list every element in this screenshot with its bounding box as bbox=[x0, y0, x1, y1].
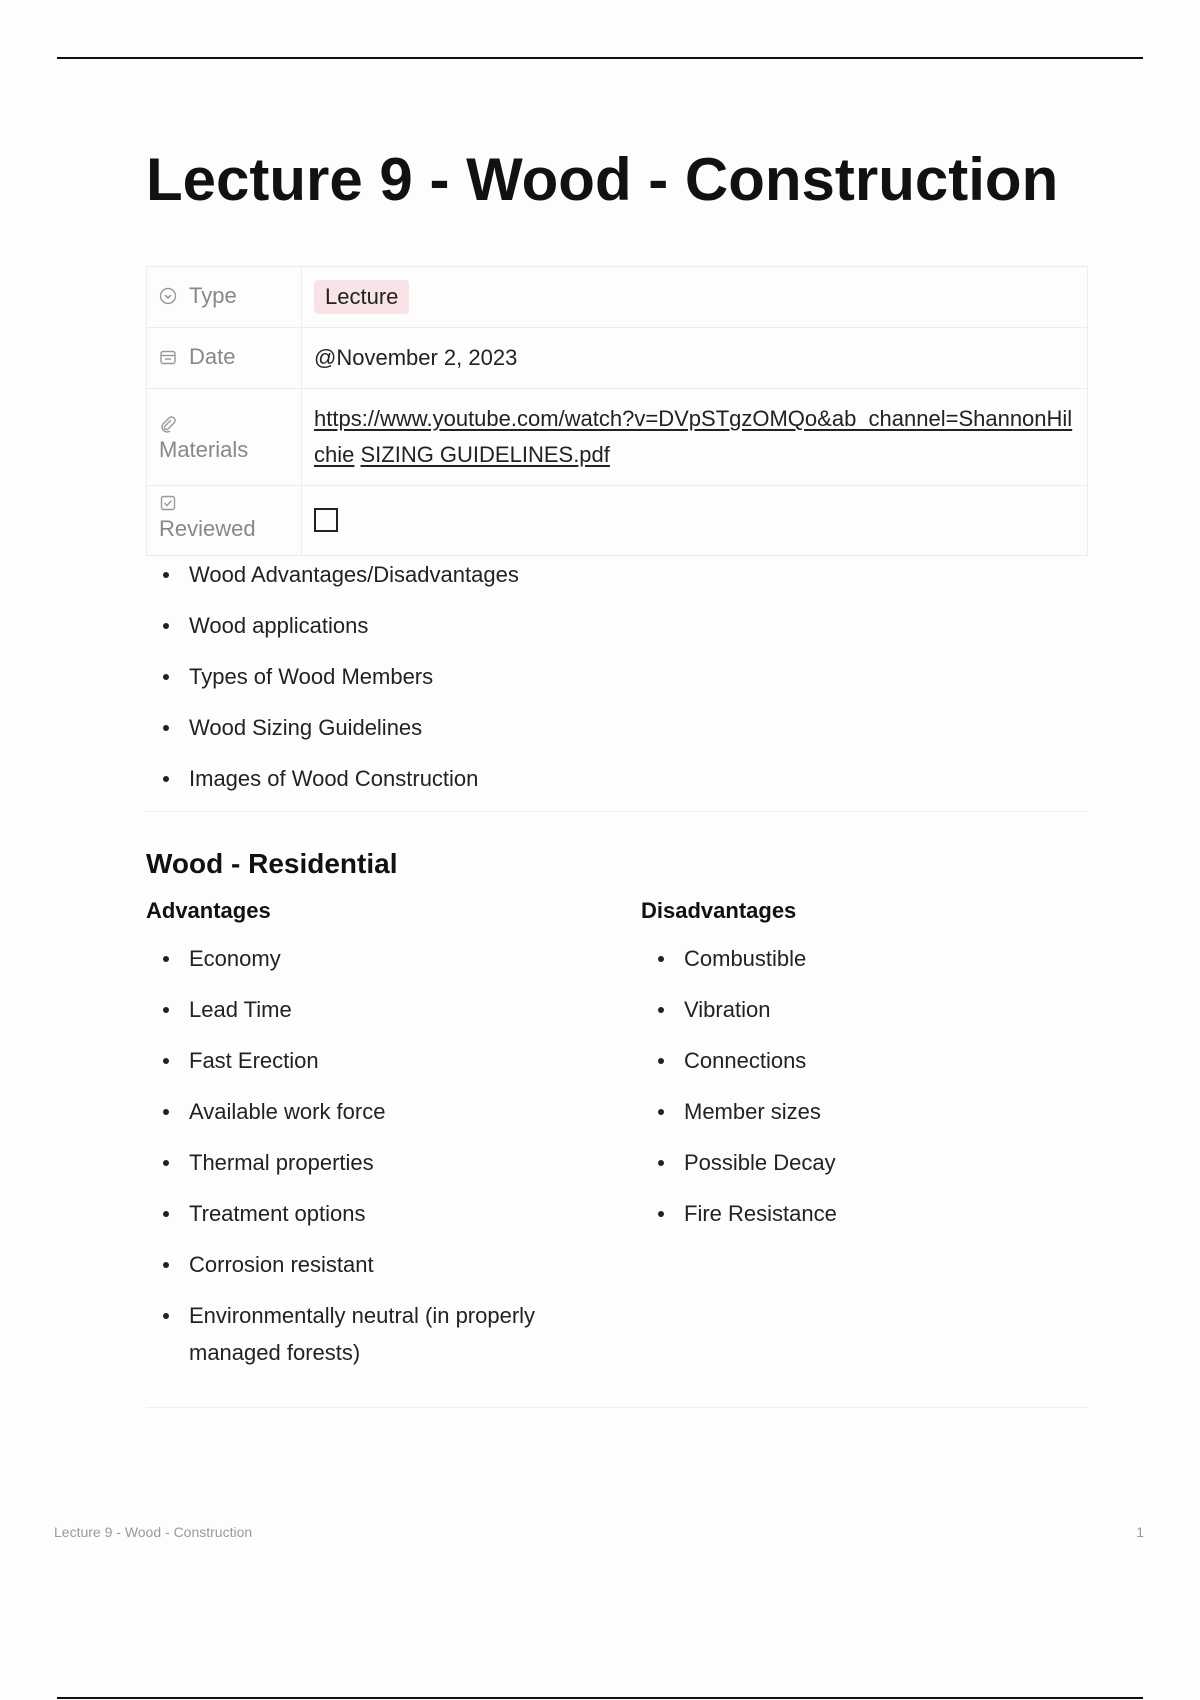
disadvantages-heading: Disadvantages bbox=[641, 898, 797, 923]
property-key bbox=[147, 328, 302, 389]
property-key bbox=[147, 486, 302, 556]
disadvantages-list bbox=[641, 940, 1088, 1232]
list-item: Combustible bbox=[641, 940, 1088, 977]
list-item: Possible Decay bbox=[641, 1144, 1088, 1181]
advantages-column bbox=[146, 896, 641, 1385]
property-key bbox=[147, 267, 302, 328]
property-row-type bbox=[147, 267, 1088, 328]
property-row-materials bbox=[147, 389, 1088, 486]
list-item: Lead Time bbox=[146, 991, 586, 1028]
list-item: Images of Wood Construction bbox=[146, 760, 1088, 797]
list-item: Corrosion resistant bbox=[146, 1246, 586, 1283]
page-number: 1 bbox=[1136, 1524, 1144, 1540]
list-item: Member sizes bbox=[641, 1093, 1088, 1130]
list-item: Available work force bbox=[146, 1093, 586, 1130]
date-value[interactable]: @November 2, 2023 bbox=[302, 328, 1088, 389]
type-tag[interactable]: Lecture bbox=[314, 280, 409, 314]
topics-list bbox=[146, 556, 1088, 797]
sizing-guidelines-link[interactable]: SIZING GUIDELINES.pdf bbox=[360, 442, 610, 467]
youtube-link[interactable]: https://www.youtube.com/watch?v=DVpSTgzOMQo&ab_channel=ShannonHilchie bbox=[314, 406, 1073, 467]
list-item: Vibration bbox=[641, 991, 1088, 1028]
chevron-circle-icon bbox=[159, 287, 177, 305]
list-item: Wood Sizing Guidelines bbox=[146, 709, 1088, 746]
property-value[interactable] bbox=[302, 267, 1088, 328]
top-rule bbox=[57, 57, 1143, 59]
disadvantages-column bbox=[641, 896, 1088, 1385]
property-row-reviewed bbox=[147, 486, 1088, 556]
property-label: Type bbox=[189, 283, 237, 308]
section-divider bbox=[146, 811, 1088, 812]
property-key bbox=[147, 389, 302, 486]
list-item: Economy bbox=[146, 940, 586, 977]
list-item: Fast Erection bbox=[146, 1042, 586, 1079]
list-item: Thermal properties bbox=[146, 1144, 586, 1181]
property-label: Reviewed bbox=[159, 516, 256, 541]
list-item: Connections bbox=[641, 1042, 1088, 1079]
reviewed-checkbox[interactable] bbox=[314, 508, 338, 532]
reviewed-value bbox=[302, 486, 1088, 556]
two-column-layout bbox=[146, 896, 1088, 1385]
footer-title: Lecture 9 - Wood - Construction bbox=[54, 1524, 253, 1540]
list-item: Treatment options bbox=[146, 1195, 586, 1232]
list-item: Fire Resistance bbox=[641, 1195, 1088, 1232]
page-title: Lecture 9 - Wood - Construction bbox=[146, 146, 1059, 213]
materials-value bbox=[302, 389, 1088, 486]
advantages-heading: Advantages bbox=[146, 898, 271, 923]
bottom-rule bbox=[57, 1697, 1143, 1699]
calendar-icon bbox=[159, 348, 177, 366]
page-footer bbox=[54, 1524, 1144, 1540]
paperclip-icon bbox=[159, 415, 177, 433]
property-row-date bbox=[147, 328, 1088, 389]
property-label: Date bbox=[189, 344, 236, 369]
list-item: Types of Wood Members bbox=[146, 658, 1088, 695]
list-item: Wood applications bbox=[146, 607, 1088, 644]
checkbox-icon bbox=[159, 494, 177, 512]
properties-table bbox=[146, 266, 1088, 556]
section-divider bbox=[146, 1407, 1088, 1408]
section-heading: Wood - Residential bbox=[146, 848, 398, 879]
page-content bbox=[146, 140, 1088, 1408]
list-item: Environmentally neutral (in properly managed forests) bbox=[146, 1297, 586, 1371]
list-item: Wood Advantages/Disadvantages bbox=[146, 556, 1088, 593]
advantages-list bbox=[146, 940, 586, 1371]
property-label: Materials bbox=[159, 437, 249, 462]
